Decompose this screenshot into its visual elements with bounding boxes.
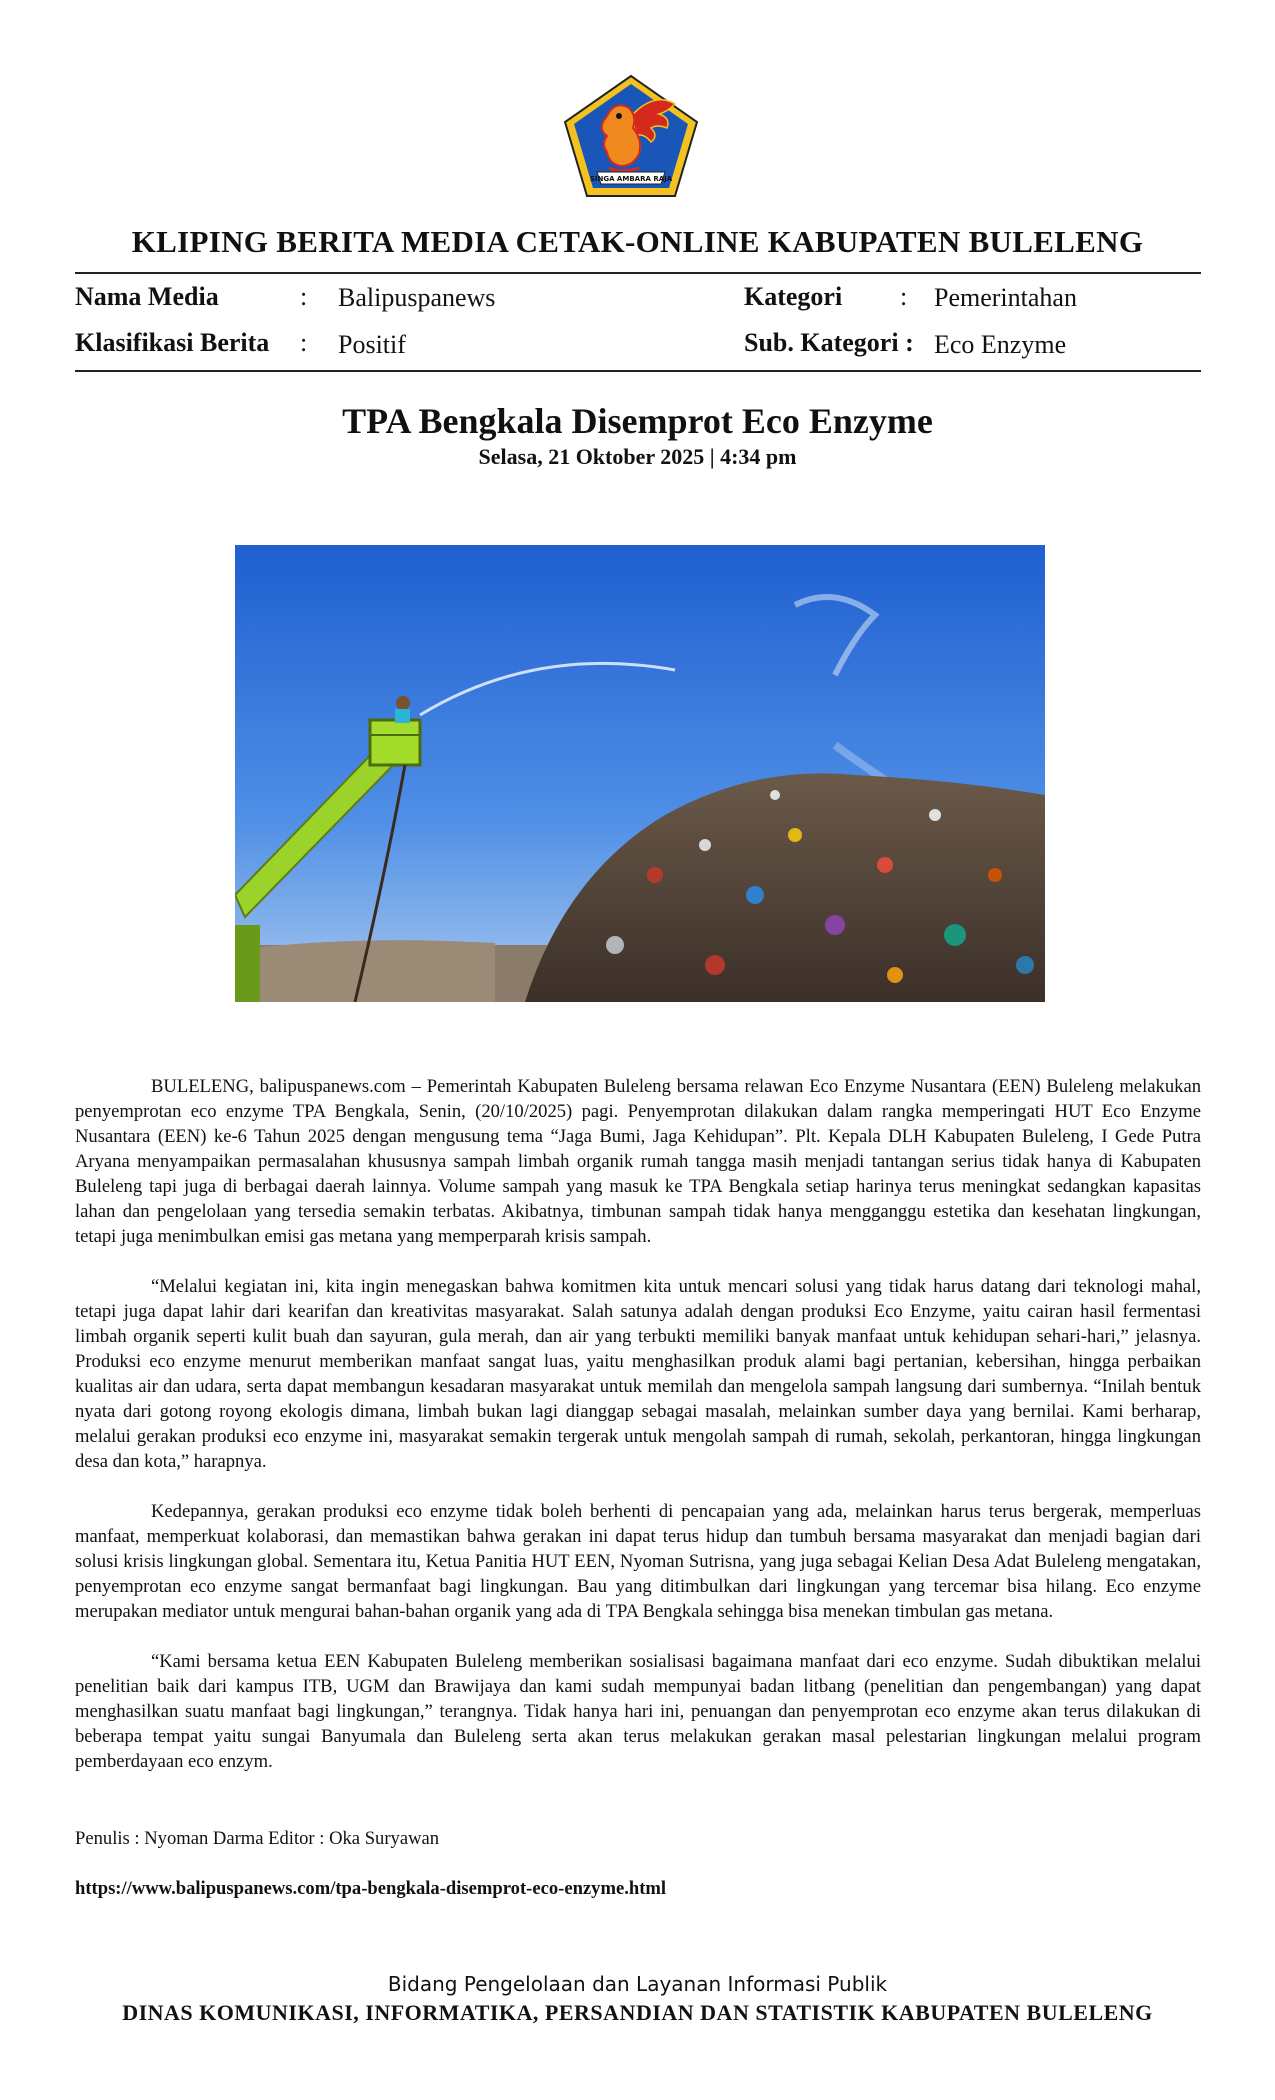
footer-department: Bidang Pengelolaan dan Layanan Informasi Publik — [387, 1972, 888, 1996]
logo-motto: SINGA AMBARA RAJA — [589, 175, 673, 183]
article-source-url[interactable]: https://www.balipuspanews.com/tpa-bengkala-disemprot-eco-enzyme.html — [75, 1878, 667, 1899]
article-dateline: Selasa, 21 Oktober 2025 | 4:34 pm — [478, 444, 797, 469]
nama-media-label: Nama Media — [75, 282, 219, 311]
article-paragraph-4: “Kami bersama ketua EEN Kabupaten Buleleng memberikan sosialisasi bagaimana manfaat dari eco enzyme. Sudah dibuktikan melalui penelitian baik dari kampus ITB, UGM dan Brawijaya dan kami sudah mempunyai badan litbang (penelitian dan pengembangan) yang dapat menghasilkan suatu manfaat bagi lingkungan,” terangnya. Tidak hanya hari ini, penuangan dan penyemprotan eco enzyme akan terus dilakukan di beberapa tempat yaitu sungai Banyumala dan Buleleng serta akan terus melakukan gerakan masal pelestarian lingkungan melalui program pemberdayaan eco enzym. — [75, 1651, 1201, 1772]
kabupaten-buleleng-logo — [563, 74, 699, 198]
footer-agency: DINAS KOMUNIKASI, INFORMATIKA, PERSANDIAN DAN STATISTIK KABUPATEN BULELENG — [122, 2000, 1153, 2025]
article-photo — [235, 545, 1045, 1002]
kategori-label: Kategori — [744, 282, 843, 311]
klasifikasi-value: Positif — [338, 330, 406, 359]
article-paragraph-2: “Melalui kegiatan ini, kita ingin menegaskan bahwa komitmen kita untuk mencari solusi yang tidak harus datang dari teknologi mahal, tetapi juga dapat lahir dari kearifan dan kreativitas masyarakat. Salah satunya adalah dengan produksi Eco Enzyme, yaitu cairan hasil fermentasi limbah organik seperti kulit buah dan sayuran, gula merah, dan air yang terbukti memiliki banyak manfaat untuk kehidupan sehari-hari,” jelasnya. Produksi eco enzyme menurut memberikan manfaat sangat luas, yaitu menghasilkan produk alami bagi pertanian, kebersihan, hingga perbaikan kualitas air dan udara, serta dapat membangun kesadaran masyarakat untuk memilah dan mengelola sampah langsung dari sumbernya. “Inilah bentuk nyata dari gotong royong ekologis dimana, limbah bukan lagi dianggap sebagai masalah, melainkan sumber daya yang bernilai. Kami berharap, melalui gerakan produksi eco enzyme ini, masyarakat semakin tergerak untuk mengolah sampah di rumah, sekolah, perkantoran, hingga lingkungan desa dan kota,” harapnya. — [75, 1276, 1201, 1472]
nama-media-colon: : — [300, 282, 308, 311]
divider-bottom — [75, 370, 1201, 372]
divider-top — [75, 272, 1201, 274]
article-paragraph-1: BULELENG, balipuspanews.com – Pemerintah Kabupaten Buleleng bersama relawan Eco Enzyme Nusantara (EEN) Buleleng melakukan penyemprotan eco enzyme TPA Bengkala, Senin, (20/10/2025) pagi. Penyemprotan dilakukan dalam rangka memperingati HUT Eco Enzyme Nusantara (EEN) ke-6 Tahun 2025 dengan mengusung tema “Jaga Bumi, Jaga Kehidupan”. Plt. Kepala DLH Kabupaten Buleleng, I Gede Putra Aryana menyampaikan permasalahan khususnya sampah limbah organik rumah tangga masih menjadi tantangan serius tidak hanya di Kabupaten Buleleng tapi juga di berbagai daerah lainnya. Volume sampah yang masuk ke TPA Bengkala setiap harinya terus meningkat sedangkan kapasitas lahan dan pengelolaan yang tersedia semakin terbatas. Akibatnya, timbunan sampah tidak hanya mengganggu estetika dan kesehatan lingkungan, tetapi juga menimbulkan emisi gas metana yang memperparah krisis sampah. — [75, 1076, 1201, 1247]
kliping-title: KLIPING BERITA MEDIA CETAK-ONLINE KABUPATEN BULELENG — [131, 224, 1144, 259]
klasifikasi-colon: : — [300, 328, 308, 357]
klasifikasi-label: Klasifikasi Berita — [75, 328, 270, 357]
kategori-value: Pemerintahan — [934, 283, 1077, 312]
kategori-colon: : — [900, 282, 908, 311]
sub-kategori-value: Eco Enzyme — [934, 330, 1067, 359]
article-headline: TPA Bengkala Disemprot Eco Enzyme — [342, 401, 933, 441]
nama-media-value: Balipuspanews — [338, 283, 496, 312]
sub-kategori-label: Sub. Kategori : — [744, 328, 914, 357]
article-body — [75, 1074, 1201, 1799]
article-paragraph-3: Kedepannya, gerakan produksi eco enzyme tidak boleh berhenti di pencapaian yang ada, melainkan harus terus bergerak, memperluas manfaat, memperkuat kolaborasi, dan memastikan bahwa gerakan ini dapat terus hidup dan tumbuh bersama masyarakat dan menjadi bagian dari solusi krisis lingkungan global. Sementara itu, Ketua Panitia HUT EEN, Nyoman Sutrisna, yang juga sebagai Kelian Desa Adat Buleleng mengatakan, penyemprotan eco enzyme sangat bermanfaat bagi lingkungan. Bau yang ditimbulkan dari lingkungan yang tercemar bisa hilang. Eco enzyme merupakan mediator untuk mengurai bahan-bahan organik yang ada di TPA Bengkala sehingga bisa menekan timbulan gas metana. — [75, 1501, 1201, 1622]
article-credits: Penulis : Nyoman Darma Editor : Oka Suryawan — [75, 1828, 440, 1849]
